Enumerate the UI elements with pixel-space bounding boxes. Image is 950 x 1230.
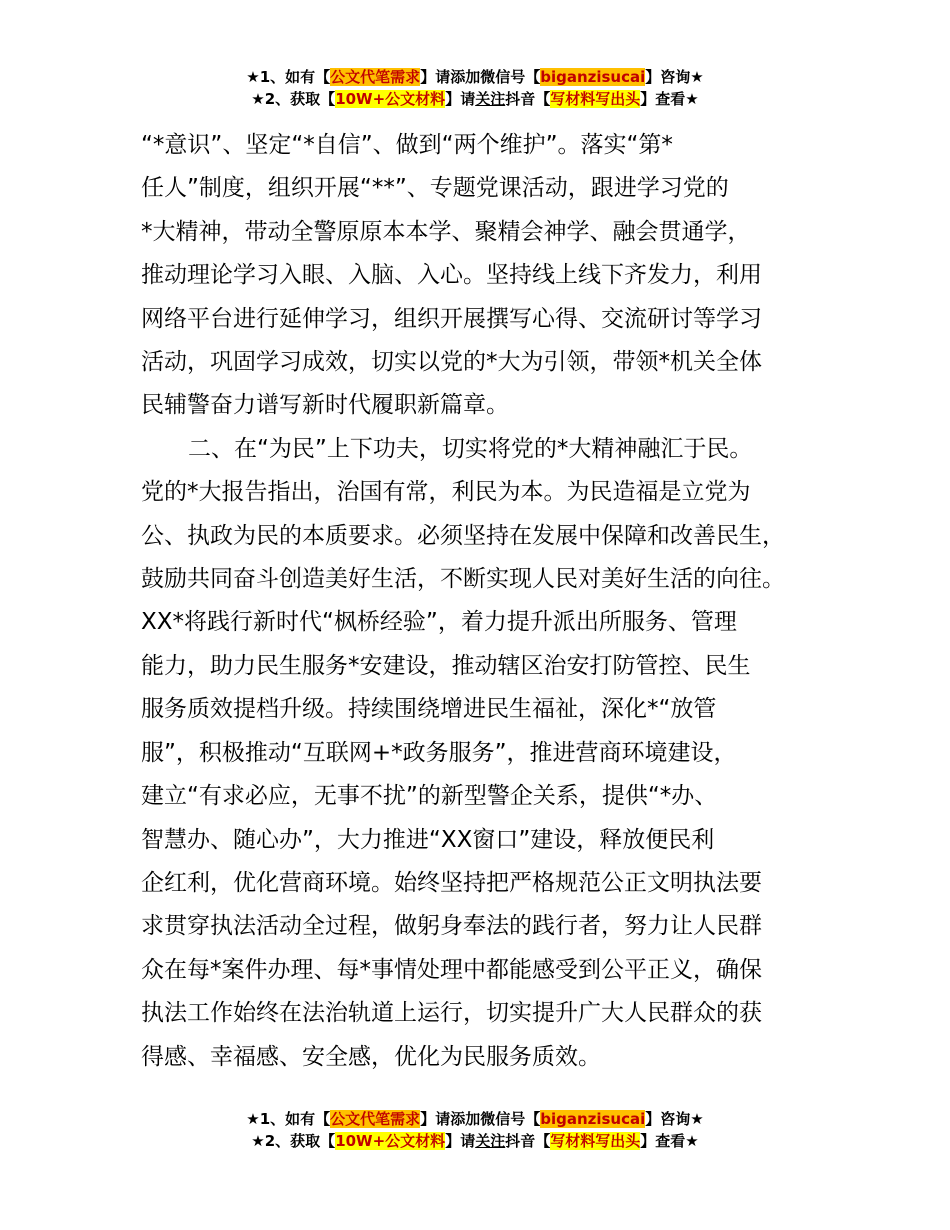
text-line: 任人”制度，组织开展“**”、专题党课活动，跟进学习党的	[141, 175, 729, 202]
text-line: *大精神，带动全警原原本本学、聚精会神学、融会贯通学，	[141, 218, 751, 245]
document-body	[141, 124, 831, 1079]
highlight-wechat-id: biganzisucai	[540, 1110, 646, 1128]
bottom-banner	[0, 1108, 950, 1152]
banner-text: 】请添加微信号【	[420, 68, 541, 86]
text-line: 服”，积极推动“互联网+*政务服务”，推进营商环境建设，	[141, 739, 737, 766]
text-line: 党的*大报告指出，治国有常，利民为本。为民造福是立党为	[141, 479, 751, 506]
banner-text: 】请	[445, 90, 476, 108]
highlight-materials: 10W+公文材料	[335, 1132, 446, 1150]
paragraph-2	[141, 428, 831, 1079]
underlined-follow: 关注	[475, 90, 506, 108]
banner-text: ★1、如有【	[246, 1110, 331, 1128]
banner-text: 】查看★	[640, 90, 699, 108]
text-line: 能力，助力民生服务*安建设，推动辖区治安打防管控、民生	[141, 652, 751, 679]
text-line: 活动，巩固学习成效，切实以党的*大为引领，带领*机关全体	[141, 349, 762, 376]
text-line: 企红利，优化营商环境。始终坚持把严格规范公正文明执法要	[141, 869, 762, 896]
text-line: 建立“有求必应，无事不扰”的新型警企关系，提供“*办、	[141, 783, 718, 810]
banner-line-2	[0, 1130, 950, 1152]
banner-text: 抖音【	[505, 90, 551, 108]
text-line: 民辅警奋力谱写新时代履职新篇章。	[141, 392, 509, 419]
highlight-douyin-account: 写材料写出头	[550, 1132, 641, 1150]
banner-text: ★2、获取【	[251, 90, 336, 108]
highlight-materials: 10W+公文材料	[335, 90, 446, 108]
banner-line-1	[0, 66, 950, 88]
section-heading-line: 二、在“为民”上下功夫，切实将党的*大精神融汇于民。	[188, 435, 753, 462]
banner-text: ★2、获取【	[251, 1132, 336, 1150]
text-line: 求贯穿执法活动全过程，做躬身奉法的践行者，努力让人民群	[141, 913, 762, 940]
text-line: 众在每*案件办理、每*事情处理中都能感受到公平正义，确保	[141, 956, 762, 983]
highlight-wechat-id: biganzisucai	[540, 68, 646, 86]
text-line: 得感、幸福感、安全感，优化为民服务质效。	[141, 1043, 601, 1070]
banner-text: 抖音【	[505, 1132, 551, 1150]
top-banner	[0, 66, 950, 110]
banner-line-1	[0, 1108, 950, 1130]
banner-text: 】查看★	[640, 1132, 699, 1150]
banner-text: ★1、如有【	[246, 68, 331, 86]
banner-text: 】咨询★	[645, 68, 704, 86]
highlight-writing-service: 公文代笔需求	[330, 1110, 421, 1128]
text-line: 公、执政为民的本质要求。必须坚持在发展中保障和改善民生，	[141, 522, 785, 549]
text-line: 推动理论学习入眼、入脑、入心。坚持线上线下齐发力，利用	[141, 262, 762, 289]
text-line: XX*将践行新时代“枫桥经验”，着力提升派出所服务、管理	[141, 609, 737, 636]
banner-line-2	[0, 88, 950, 110]
highlight-writing-service: 公文代笔需求	[330, 68, 421, 86]
underlined-follow: 关注	[475, 1132, 506, 1150]
paragraph-1	[141, 124, 831, 428]
text-line: “*意识”、坚定“*自信”、做到“两个维护”。落实“第*	[141, 132, 673, 158]
text-line: 网络平台进行延伸学习，组织开展撰写心得、交流研讨等学习	[141, 305, 762, 332]
text-line: 智慧办、随心办”，大力推进“XX窗口”建设，释放便民利	[141, 826, 715, 853]
banner-text: 】请	[445, 1132, 476, 1150]
text-line: 执法工作始终在法治轨道上运行，切实提升广大人民群众的获	[141, 1000, 762, 1027]
text-line: 服务质效提档升级。持续围绕增进民生福祉，深化*“放管	[141, 696, 717, 723]
text-line: 鼓励共同奋斗创造美好生活，不断实现人民对美好生活的向往。	[141, 566, 785, 593]
banner-text: 】请添加微信号【	[420, 1110, 541, 1128]
highlight-douyin-account: 写材料写出头	[550, 90, 641, 108]
banner-text: 】咨询★	[645, 1110, 704, 1128]
